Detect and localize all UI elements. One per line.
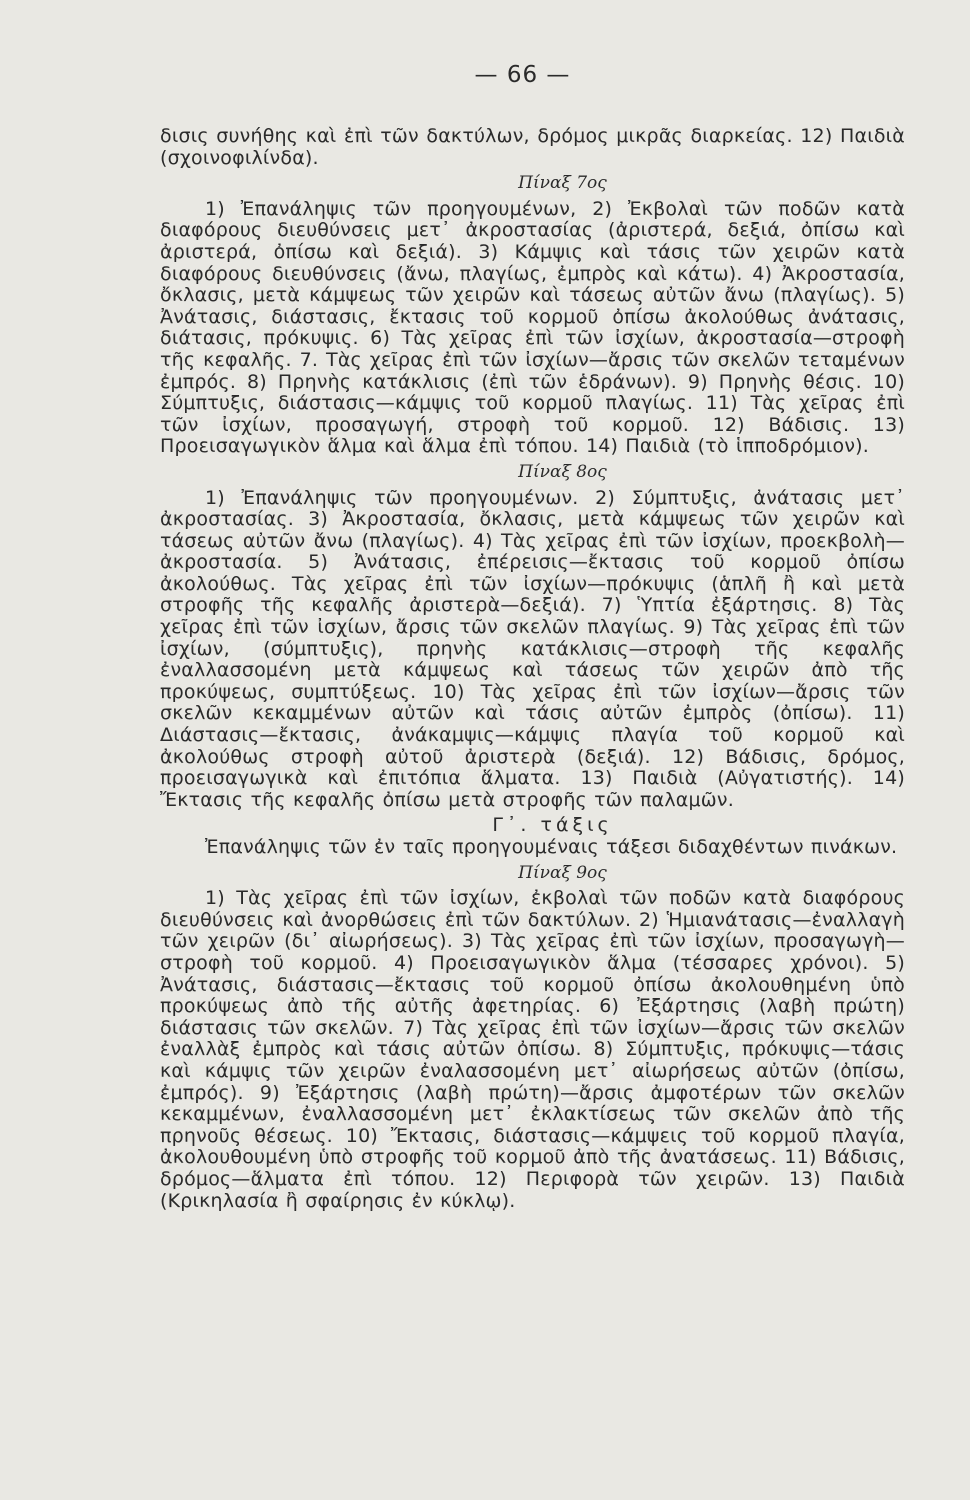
page-body [160,126,905,1212]
class-c-heading: Γ᾽. τάξις [492,814,613,837]
table-9-heading: Πίναξ 9ος [518,862,607,883]
table-8-heading: Πίναξ 8ος [518,461,607,482]
page-number: — 66 — [474,62,571,88]
class-c-text: Ἐπανάληψις τῶν ἐν ταῖς προηγουμέναις τάξεσι διδαχθέντων πινάκων. [205,836,898,858]
table-7-heading: Πίναξ 7ος [518,173,607,194]
table-7-text: 1) Ἐπανάληψις τῶν προηγουμένων, 2) Ἐκβολαὶ τῶν ποδῶν κατὰ διαφόρους διευθύνσεις μετ᾽ ἀκροστασίας (ἀριστερά, δεξιά, ὀπίσω καὶ ἀριστερά, ὀπίσω καὶ δεξιά). 3) Κάμψις καὶ τάσις τῶν χειρῶν κατὰ διαφόρους διευθύνσεις (ἄνω, πλαγίως, ἐμπρὸς καὶ κάτω). 4) Ἀκροστασία, ὄκλασις, μετὰ κάμψεως τῶν χειρῶν καὶ τάσεως αὐτῶν ἄνω (πλαγίως). 5) Ἀνάτασις, διάστασις, ἔκτασις τοῦ κορμοῦ ὀπίσω ἀκολούθως ἀνάτασις, διάτασις, πρόκυψις. 6) Τὰς χεῖρας ἐπὶ τῶν ἰσχίων, ἀκροστασία—στροφὴ τῆς κεφαλῆς. 7. Τὰς χεῖρας ἐπὶ τῶν ἰσχίων—ἄρσις τῶν σκελῶν τεταμένων ἐμπρός. 8) Πρηνὴς κατάκλισις (ἐπὶ τῶν ἑδράνων). 9) Πρηνὴς θέσις. 10) Σύμπτυξις, διάστασις—κάμψις τοῦ κορμοῦ πλαγίως. 11) Τὰς χεῖρας ἐπὶ τῶν ἰσχίων, προσαγωγή, στροφὴ τοῦ κορμοῦ. 12) Βάδισις. 13) Προεισαγωγικὸν ἅλμα καὶ ἅλμα ἐπὶ τόπου. 14) Παιδιὰ (τὸ ἱπποδρόμιον). [160,197,905,458]
table-9-text: 1) Τὰς χεῖρας ἐπὶ τῶν ἰσχίων, ἐκβολαὶ τῶν ποδῶν κατὰ διαφόρους διευθύνσεις καὶ ἀνορθώσεις ἐπὶ τῶν δακτύλων. 2) Ἡμιανάτασις—ἐναλλαγὴ τῶν χειρῶν (δι᾽ αἰωρήσεως). 3) Τὰς χεῖρας ἐπὶ τῶν ἰσχίων, προσαγωγὴ—στροφὴ τοῦ κορμοῦ. 4) Προεισαγωγικὸν ἅλμα (τέσσαρες χρόνοι). 5) Ἀνάτασις, διάστασις—ἔκτασις τοῦ κορμοῦ ὀπίσω ἀκολουθημένη ὑπὸ προκύψεως ἀπὸ τῆς αὐτῆς ἀφετηρίας. 6) Ἐξάρτησις (λαβὴ πρώτη) διάστασις τῶν σκελῶν. 7) Τὰς χεῖρας ἐπὶ τῶν ἰσχίων—ἄρσις τῶν σκελῶν ἐναλλὰξ ἐμπρὸς καὶ τάσις αὐτῶν ὀπίσω. 8) Σύμπτυξις, πρόκυψις—τάσις καὶ κάμψις τῶν χειρῶν ἐναλασσομένη μετ᾽ αἰωρήσεως αὐτῶν (ὀπίσω, ἐμπρός). 9) Ἐξάρτησις (λαβὴ πρώτη)—ἄρσις ἀμφοτέρων τῶν σκελῶν κεκαμμένων, ἐναλλασσομένη μετ᾽ ἐκλακτίσεως τῶν σκελῶν ἀπὸ τῆς πρηνοῦς θέσεως. 10) Ἔκτασις, διάστασις—κάμψεις τοῦ κορμοῦ πλαγία, ἀκολουθουμένη ὑπὸ στροφῆς τοῦ κορμοῦ ἀπὸ τῆς ἀνατάσεως. 11) Βάδισις, δρόμος—ἅλματα ἐπὶ τόπου. 12) Περιφορὰ τῶν χειρῶν. 13) Παιδιὰ (Κρικηλασία ἢ σφαίρησις ἐν κύκλῳ). [160,887,905,1212]
intro-paragraph: δισις συνήθης καὶ ἐπὶ τῶν δακτύλων, δρόμος μικρᾶς διαρκείας. 12) Παιδιὰ (σχοινοφιλίνδα). [160,125,905,169]
table-8-text: 1) Ἐπανάληψις τῶν προηγουμένων. 2) Σύμπτυξις, ἀνάτασις μετ᾽ ἀκροστασίας. 3) Ἀκροστασία, ὄκλασις, μετὰ κάμψεως τῶν χειρῶν καὶ τάσεως αὐτῶν ἄνω (πλαγίως). 4) Τὰς χεῖρας ἐπὶ τῶν ἰσχίων, προεκβολὴ—ἀκροστασία. 5) Ἀνάτασις, ἐπέρεισις—ἔκτασις τοῦ κορμοῦ ὀπίσω ἀκολούθως. Τὰς χεῖρας ἐπὶ τῶν ἰσχίων—πρόκυψις (ἁπλῆ ἢ καὶ μετὰ στροφῆς τῆς κεφαλῆς ἀριστερὰ—δεξιά). 7) Ὑπτία ἐξάρτησις. 8) Τὰς χεῖρας ἐπὶ τῶν ἰσχίων, ἄρσις τῶν σκελῶν πλαγίως. 9) Τὰς χεῖρας ἐπὶ τῶν ἰσχίων, (σύμπτυξις), πρηνὴς κατάκλισις—στροφὴ τῆς κεφαλῆς ἐναλλασσομένη μετὰ κάμψεως καὶ τάσεως τῶν χειρῶν ἀπὸ τῆς προκύψεως, συμπτύξεως. 10) Τὰς χεῖρας ἐπὶ τῶν ἰσχίων—ἄρσις τῶν σκελῶν κεκαμμένων αὐτῶν καὶ τάσις αὐτῶν ἐμπρὸς (ὀπίσω). 11) Διάστασις—ἔκτασις, ἀνάκαμψις—κάμψις πλαγία τοῦ κορμοῦ καὶ ἀκολούθως στροφὴ αὐτοῦ ἀριστερὰ (δεξιά). 12) Βάδισις, δρόμος, προεισαγωγικὰ καὶ ἐπιτόπια ἅλματα. 13) Παιδιὰ (Αὐγατιστής). 14) Ἔκτασις τῆς κεφαλῆς ὀπίσω μετὰ στροφῆς τῶν παλαμῶν. [160,486,905,811]
